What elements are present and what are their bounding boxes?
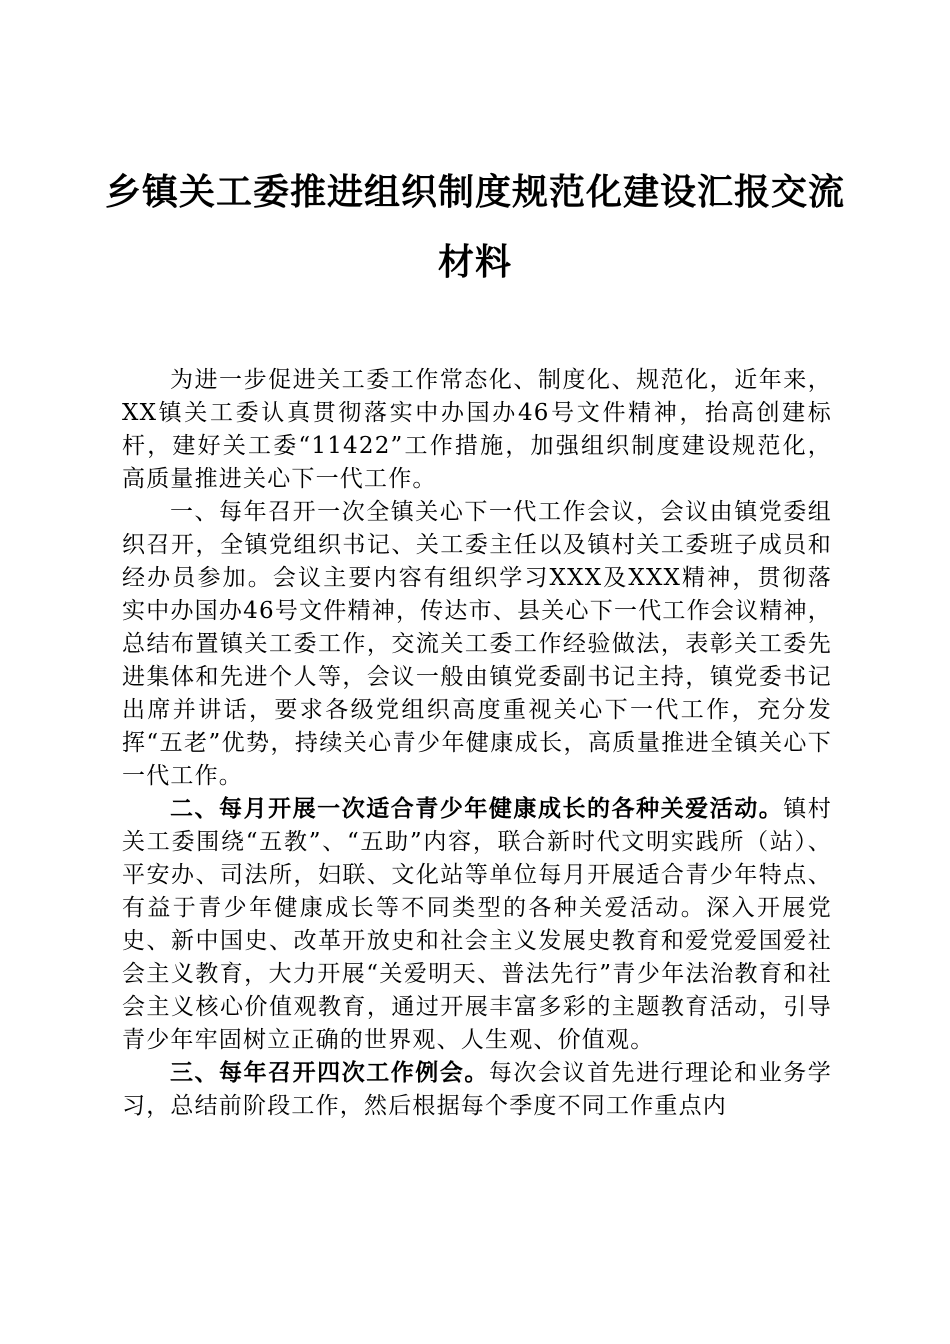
paragraph-heading: 二、每月开展一次适合青少年健康成长的各种关爱活动。: [170, 796, 784, 822]
paragraph-section-2: [122, 793, 832, 1057]
paragraph-heading: 三、每年召开四次工作例会。: [170, 1060, 489, 1086]
paragraph-section-1: [122, 496, 832, 793]
paragraph-text: 为进一步促进关工委工作常态化、制度化、规范化，近年来，XX镇关工委认真贯彻落实中办国办46号文件精神，抬高创建标杆，建好关工委“11422”工作措施，加强组织制度建设规范化，高质量推进关心下一代工作。: [122, 367, 832, 492]
paragraph-intro: [122, 364, 832, 496]
document-title-line-1: 乡镇关工委推进组织制度规范化建设汇报交流: [104, 172, 845, 213]
document-title-line-2: 材料: [437, 242, 512, 283]
paragraph-text: 一、每年召开一次全镇关心下一代工作会议，会议由镇党委组织召开，全镇党组织书记、关工委主任以及镇村关工委班子成员和经办员参加。会议主要内容有组织学习XXX及XXX精神，贯彻落实中办国办46号文件精神，传达市、县关心下一代工作会议精神，总结布置镇关工委工作，交流关工委工作经验做法，表彰关工委先进集体和先进个人等，会议一般由镇党委副书记主持，镇党委书记出席并讲话，要求各级党组织高度重视关心下一代工作，充分发挥“五老”优势，持续关心青少年健康成长，高质量推进全镇关心下一代工作。: [122, 499, 832, 789]
paragraph-section-3: [122, 1057, 832, 1123]
paragraph-text: 镇村关工委围绕“五教”、“五助”内容，联合新时代文明实践所（站）、平安办、司法所，妇联、文化站等单位每月开展适合青少年特点、有益于青少年健康成长等不同类型的各种关爱活动。深入开展党史、新中国史、改革开放史和社会主义发展史教育和爱党爱国爱社会主义教育，大力开展“关爱明天、普法先行”青少年法治教育和社会主义核心价值观教育，通过开展丰富多彩的主题教育活动，引导青少年牢固树立正确的世界观、人生观、价值观。: [122, 796, 832, 1053]
paragraph-text: 每次会议首先进行理论和业务学习，总结前阶段工作，然后根据每个季度不同工作重点内: [122, 1060, 832, 1119]
document-body: [122, 364, 832, 1123]
